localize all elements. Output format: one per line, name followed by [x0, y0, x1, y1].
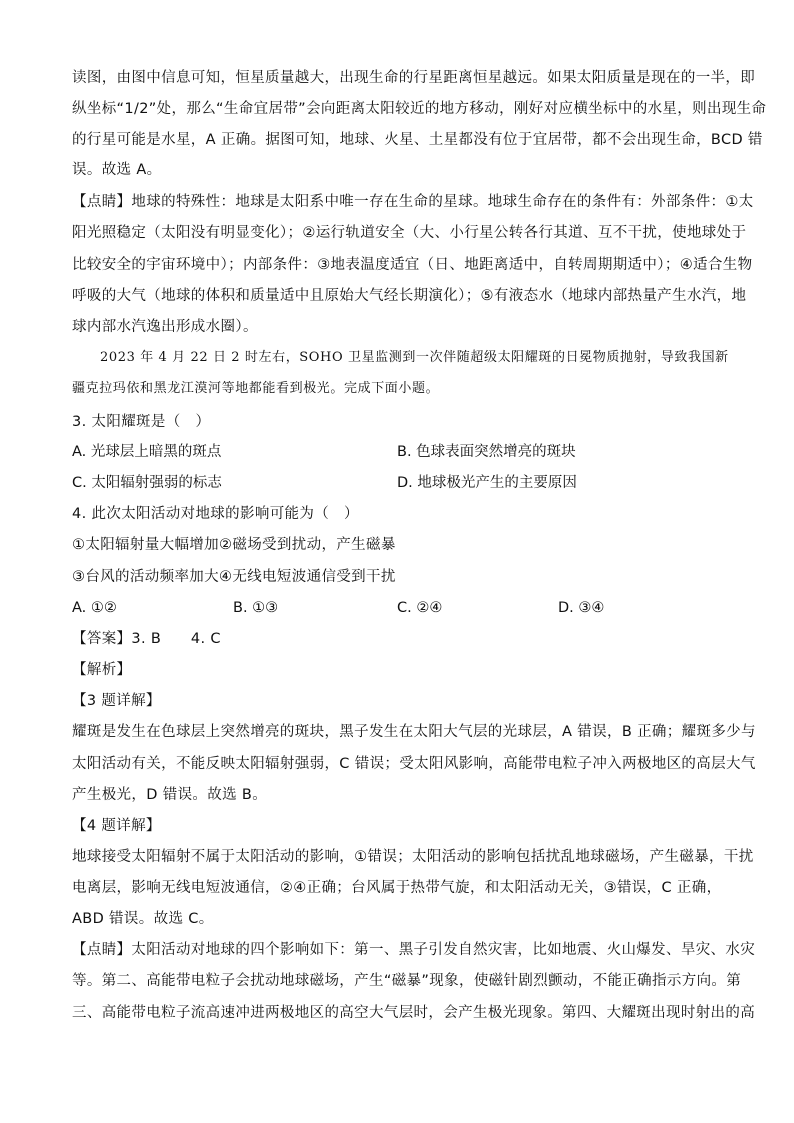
text-line: 耀斑是发生在色球层上突然增亮的斑块，黑子发生在太阳大气层的光球层，A 错误，B 正确；耀斑多少与: [72, 724, 756, 740]
text-line: 地球接受太阳辐射不属于太阳活动的影响，①错误；太阳活动的影响包括扰乱地球磁场，产生磁暴，干扰: [72, 849, 754, 865]
text-line: 纵坐标“1/2”处，那么“生命宜居带”会向距离太阳较近的地方移动，刚好对应横坐标中的水星，则出现生命: [72, 101, 767, 117]
text-line: ABD 错误。故选 C。: [72, 911, 214, 927]
answer-line: 【答案】3. B 4. C: [72, 631, 221, 647]
option-a: A. 光球层上暗黑的斑点: [72, 444, 222, 460]
statement-line: ①太阳辐射量大幅增加②磁场受到扰动，产生磁暴: [72, 537, 396, 553]
statement-line: ③台风的活动频率加大④无线电短波通信受到干扰: [72, 569, 396, 585]
option-d: D. ③④: [558, 600, 605, 616]
text-line: 【点睛】太阳活动对地球的四个影响如下：第一、黑子引发自然灾害，比如地震、火山爆发、旱灾、水灾: [72, 942, 756, 958]
text-line: 阳光照稳定（太阳没有明显变化）；②运行轨道安全（大、小行星公转各行其道、互不干扰，使地球处于: [72, 225, 747, 241]
text-line: 产生极光，D 错误。故选 B。: [72, 787, 268, 803]
text-line: 呼吸的大气（地球的体积和质量适中且原始大气经长期演化）；⑤有液态水（地球内部热量产生水汽，地: [72, 288, 747, 304]
option-c: C. 太阳辐射强弱的标志: [72, 475, 222, 491]
text-line: 太阳活动有关，不能反映太阳辐射强弱，C 错误；受太阳风影响，高能带电粒子冲入两极地区的高层大气: [72, 756, 756, 772]
text-line: 2023 年 4 月 22 日 2 时左右，SOHO 卫星监测到一次伴随超级太阳耀斑的日冕物质抛射，导致我国新: [100, 350, 729, 365]
question-stem: 4. 此次太阳活动对地球的影响可能为（ ）: [72, 506, 359, 522]
question-stem: 3. 太阳耀斑是（ ）: [72, 414, 211, 430]
analysis-heading: 【解析】: [72, 662, 132, 678]
option-b: B. 色球表面突然增亮的斑块: [397, 444, 576, 460]
option-c: C. ②④: [397, 600, 443, 616]
option-d: D. 地球极光产生的主要原因: [397, 475, 577, 491]
option-b: B. ①③: [233, 600, 279, 616]
text-line: 的行星可能是水星，A 正确。据图可知，地球、火星、土星都没有位于宜居带，都不会出现生命，BCD 错: [72, 132, 763, 148]
text-line: 【点睛】地球的特殊性：地球是太阳系中唯一存在生命的星球。地球生命存在的条件有：外部条件：①太: [72, 194, 754, 210]
text-line: 三、高能带电粒子流高速冲进两极地区的高空大气层时，会产生极光现象。第四、大耀斑出现时射出的高: [72, 1005, 756, 1021]
text-line: 疆克拉玛依和黑龙江漠河等地都能看到极光。完成下面小题。: [72, 381, 440, 396]
option-a: A. ①②: [72, 600, 117, 616]
text-line: 等。第二、高能带电粒子会扰动地球磁场，产生“磁暴”现象，使磁针剧烈颤动，不能正确指示方向。第: [72, 973, 742, 989]
text-line: 球内部水汽逸出形成水圈）。: [72, 319, 258, 335]
text-line: 误。故选 A。: [72, 162, 162, 178]
text-line: 读图，由图中信息可知，恒星质量越大，出现生命的行星距离恒星越远。如果太阳质量是现在的一半，即: [72, 70, 756, 86]
text-line: 比较安全的宇宙环境中）；内部条件：③地表温度适宜（日、地距离适中，自转周期期适中）；④适合生物: [72, 257, 753, 273]
q3-detail-heading: 【3 题详解】: [72, 693, 161, 709]
q4-detail-heading: 【4 题详解】: [72, 818, 161, 834]
text-line: 电离层，影响无线电短波通信，②④正确；台风属于热带气旋，和太阳活动无关，③错误，C 正确，: [72, 880, 722, 896]
